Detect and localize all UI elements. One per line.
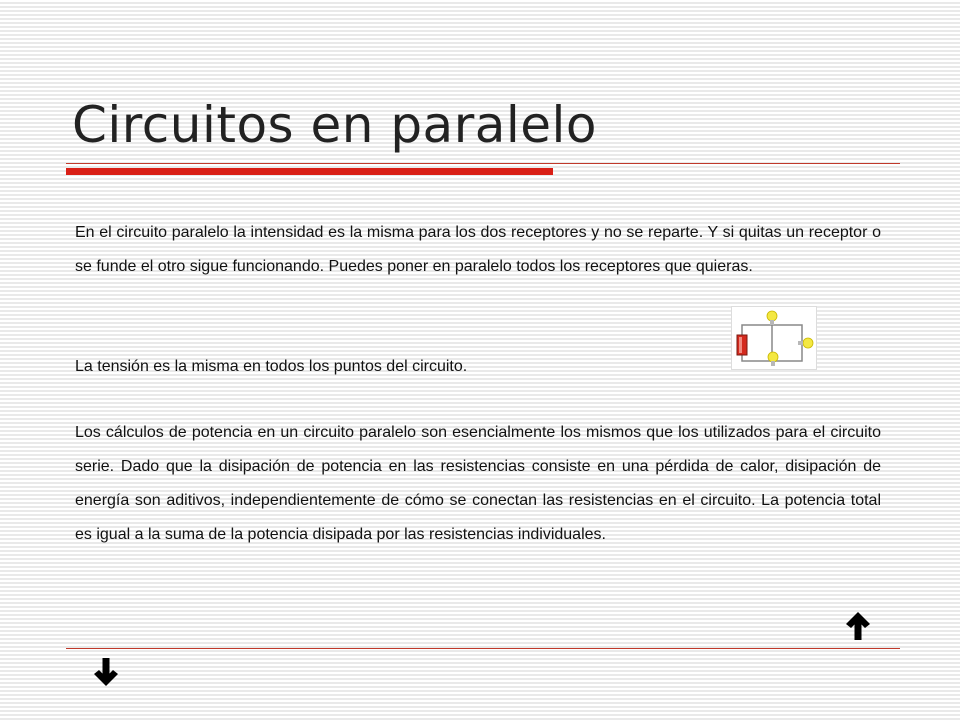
paragraph-voltage: La tensión es la misma en todos los puntos del circuito. — [75, 358, 468, 375]
parallel-circuit-image — [731, 306, 817, 370]
footer-divider — [66, 648, 900, 649]
circuit-diagram-icon — [732, 307, 816, 369]
paragraph-intensity: En el circuito paralelo la intensidad es la misma para los dos receptores y no se reparte. Y si quitas un receptor o se funde el otro sigue funcionando. Puedes poner en paralelo todos los receptores que quieras. — [75, 224, 881, 275]
next-slide-button[interactable] — [86, 654, 126, 690]
title-divider-accent — [66, 168, 553, 175]
arrow-up-icon — [843, 610, 873, 642]
title-divider-thin — [66, 163, 900, 164]
paragraph-power: Los cálculos de potencia en un circuito paralelo son esencialmente los mismos que los utilizados para el circuito serie. Dado que la disipación de potencia en las resistencias consiste en una pérdida de calor, disipación de energía son aditivos, independientemente de cómo se conectan las resistencias en el circuito. La potencia total es igual a la suma de la potencia disipada por las resistencias individuales. — [75, 424, 881, 543]
slide-title: Circuitos en paralelo — [72, 96, 598, 154]
bulb-right-icon — [798, 338, 813, 348]
arrow-down-icon — [91, 656, 121, 688]
bulb-top-icon — [767, 311, 777, 325]
previous-slide-button[interactable] — [838, 608, 878, 644]
bulb-bottom-icon — [768, 352, 778, 366]
